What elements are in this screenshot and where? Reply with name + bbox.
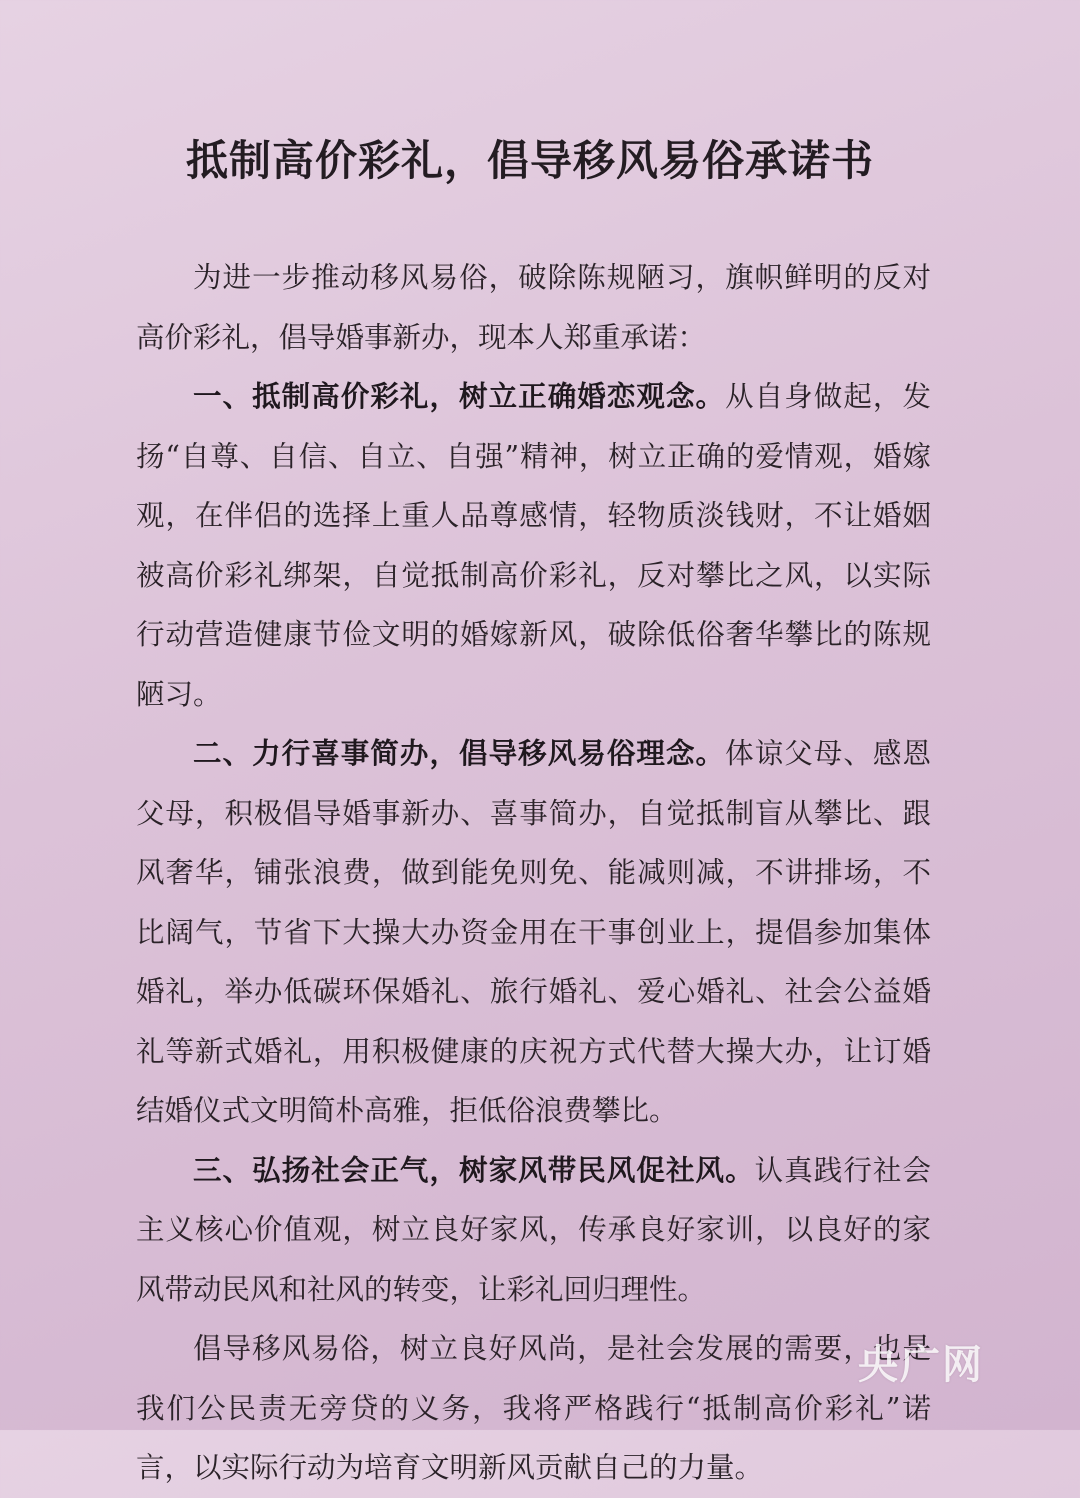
paragraph-text: 体谅父母、感恩父母，积极倡导婚事新办、喜事简办，自觉抵制盲从攀比、跟风奢华，铺张浪费，做到能免则免、能减则减，不讲排场，不比阔气，节省下大操大办资金用在干事创业上，提倡参加集体婚礼，举办低碳环保婚礼、旅行婚礼、爱心婚礼、社会公益婚礼等新式婚礼，用积极健康的庆祝方式代替大操大办，让订婚结婚仪式文明简朴高雅，拒低俗浪费攀比。 — [136, 737, 931, 1127]
document-body — [136, 248, 931, 1498]
document-title: 抵制高价彩礼，倡导移风易俗承诺书 — [185, 136, 874, 185]
commitment-paragraph-1 — [136, 367, 931, 724]
watermark-logo: 央广网 — [858, 1342, 984, 1388]
paragraph-text: 为进一步推动移风易俗，破除陈规陋习，旗帜鲜明的反对高价彩礼，倡导婚事新办，现本人郑重承诺： — [136, 261, 931, 354]
commitment-paragraph-2 — [136, 724, 931, 1141]
commitment-paragraph-3 — [136, 1141, 931, 1320]
closing-paragraph — [136, 1319, 931, 1498]
paragraph-text: 从自身做起，发扬“自尊、自信、自立、自强”精神，树立正确的爱情观，婚嫁观，在伴侣的选择上重人品尊感情，轻物质淡钱财，不让婚姻被高价彩礼绑架，自觉抵制高价彩礼，反对攀比之风，以实际行动营造健康节俭文明的婚嫁新风，破除低俗奢华攀比的陈规陋习。 — [136, 380, 931, 711]
paragraph-lead: 三、弘扬社会正气，树家风带民风促社风。 — [193, 1152, 755, 1187]
paragraph-text: 认真践行社会主义核心价值观，树立良好家风，传承良好家训，以良好的家风带动民风和社风的转变，让彩礼回归理性。 — [136, 1153, 931, 1306]
paragraph-lead: 二、力行喜事简办，倡导移风易俗理念。 — [193, 736, 726, 770]
intro-paragraph — [136, 248, 931, 367]
paragraph-text: 倡导移风易俗，树立良好风尚，是社会发展的需要，也是我们公民责无旁贷的义务，我将严格践行“抵制高价彩礼”诺言，以实际行动为培育文明新风贡献自己的力量。 — [136, 1332, 931, 1484]
paragraph-lead: 一、抵制高价彩礼，树立正确婚恋观念。 — [193, 379, 726, 413]
